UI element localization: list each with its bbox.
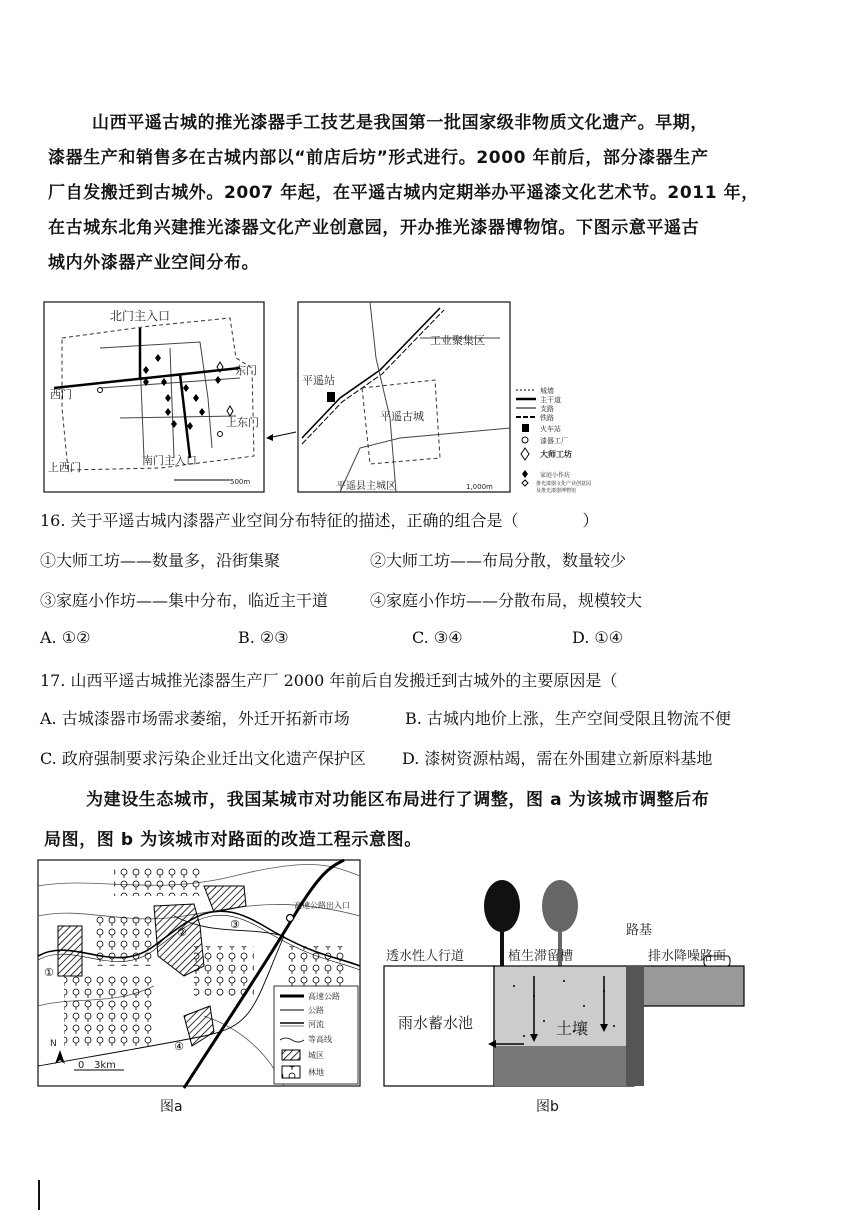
figure-a-caption: 图a bbox=[160, 1099, 183, 1115]
sidewalk-label: 透水性人行道 bbox=[386, 949, 465, 964]
soil-label: 土壤 bbox=[556, 1019, 589, 1038]
svg-text:城墙: 城墙 bbox=[540, 387, 554, 395]
scale-label: 500m bbox=[230, 478, 251, 486]
svg-text:及推光漆器博物馆: 及推光漆器博物馆 bbox=[536, 488, 577, 494]
trench-label: 植生滞留槽 bbox=[508, 949, 574, 964]
svg-text:支路: 支路 bbox=[540, 405, 554, 413]
intro2-line: 为建设生态城市，我国某城市对功能区布局进行了调整，图 a 为该城市调整后布 bbox=[86, 790, 710, 810]
q16-choice-c: C. ③④ bbox=[412, 628, 463, 647]
svg-text:河流: 河流 bbox=[308, 1020, 324, 1029]
north-label: N bbox=[50, 1039, 57, 1049]
svg-text:漆器工厂: 漆器工厂 bbox=[540, 437, 568, 445]
pingyao-map-figure bbox=[40, 298, 650, 498]
old-city-label: 平遥古城 bbox=[380, 410, 424, 423]
figure-b-diagram bbox=[374, 856, 750, 1092]
intro-line: 漆器生产和销售多在古城内部以“前店后坊”形式进行。2000 年前后，部分漆器生产 bbox=[48, 148, 709, 168]
north-gate-label: 北门主入口 bbox=[110, 309, 171, 323]
svg-text:城区: 城区 bbox=[308, 1051, 324, 1060]
q16-choice-a: A. ①② bbox=[40, 628, 91, 647]
zone-3-label: ③ bbox=[230, 918, 240, 931]
industrial-zone-label: 工业聚集区 bbox=[430, 334, 485, 347]
intro-line: 厂自发搬迁到古城外。2007 年起，在平遥古城内定期举办平遥漆文化艺术节。2011 年， bbox=[48, 183, 759, 203]
pool-label: 雨水蓄水池 bbox=[398, 1014, 474, 1032]
intro2-line: 局图，图 b 为该城市对路面的改造工程示意图。 bbox=[44, 830, 422, 850]
figure-a-map bbox=[34, 856, 364, 1092]
svg-text:公路: 公路 bbox=[308, 1006, 324, 1015]
q16-choice-b: B. ②③ bbox=[238, 628, 289, 647]
main-urban-label: 平遥县主城区 bbox=[336, 481, 396, 492]
q16-choice-d: D. ①④ bbox=[572, 628, 624, 647]
q17-choice-b: B. 古城内地价上涨，生产空间受限且物流不便 bbox=[405, 709, 731, 728]
forest-area bbox=[114, 866, 204, 896]
figure-a-legend bbox=[274, 986, 358, 1084]
svg-text:高速公路: 高速公路 bbox=[308, 992, 340, 1001]
svg-text:家庭小作坊: 家庭小作坊 bbox=[540, 472, 571, 479]
south-gate-label: 南门主入口 bbox=[142, 454, 197, 467]
intro2-paragraph bbox=[44, 780, 819, 860]
map-legend bbox=[516, 386, 591, 494]
svg-text:铁路: 铁路 bbox=[540, 414, 554, 422]
svg-text:等高线: 等高线 bbox=[308, 1035, 332, 1044]
svg-text:林地: 林地 bbox=[308, 1068, 324, 1077]
upper-west-gate-label: 上西门 bbox=[48, 461, 81, 474]
q17-choice-c: C. 政府强制要求污染企业迁出文化遗产保护区 bbox=[40, 749, 366, 768]
intro-line: 山西平遥古城的推光漆器手工技艺是我国第一批国家级非物质文化遗产。早期， bbox=[92, 113, 708, 133]
q16-option-4: ④家庭小作坊——分散布局，规模较大 bbox=[370, 591, 643, 610]
svg-text:推光漆器文化产业创意园: 推光漆器文化产业创意园 bbox=[536, 481, 592, 487]
highway-exit-label: 高速公路出入口 bbox=[294, 901, 350, 910]
svg-text:火车站: 火车站 bbox=[540, 425, 561, 433]
west-gate-label: 西门 bbox=[50, 388, 72, 401]
road-label: 排水降噪路面 bbox=[648, 949, 727, 964]
scale-label-2: 1,000m bbox=[466, 483, 493, 491]
zone-1-label: ① bbox=[44, 966, 54, 979]
q16-option-3: ③家庭小作坊——集中分布，临近主干道 bbox=[40, 591, 329, 610]
q16-stem: 16. 关于平遥古城内漆器产业空间分布特征的描述，正确的组合是（ ） bbox=[40, 511, 599, 530]
upper-east-gate-label: 上东门 bbox=[226, 416, 259, 429]
zone-4-label: ④ bbox=[174, 1040, 184, 1053]
svg-text:大师工坊: 大师工坊 bbox=[540, 450, 572, 459]
intro-line: 城内外漆器产业空间分布。 bbox=[48, 253, 260, 273]
q17-stem: 17. 山西平遥古城推光漆器生产厂 2000 年前后自发搬迁到古城外的主要原因是（ bbox=[40, 671, 618, 690]
q16-option-2: ②大师工坊——布局分散，数量较少 bbox=[370, 551, 627, 570]
intro-paragraph bbox=[48, 106, 823, 281]
scale-3km-label: 3km bbox=[94, 1060, 116, 1071]
station-label: 平遥站 bbox=[302, 374, 335, 387]
roadbed-label: 路基 bbox=[626, 923, 653, 938]
figure-b-caption: 图b bbox=[536, 1099, 559, 1115]
q17-choice-d: D. 漆树资源枯竭，需在外围建立新原料基地 bbox=[402, 749, 713, 768]
intro-line: 在古城东北角兴建推光漆器文化产业创意园，开办推光漆器博物馆。下图示意平遥古 bbox=[48, 218, 700, 238]
urban-area bbox=[58, 926, 82, 976]
margin-mark bbox=[38, 1180, 40, 1210]
q16-option-1: ①大师工坊——数量多，沿街集聚 bbox=[40, 551, 281, 570]
svg-text:主干道: 主干道 bbox=[540, 396, 561, 404]
east-gate-label: 东门 bbox=[235, 364, 257, 377]
svg-text:0: 0 bbox=[78, 1060, 85, 1071]
q17-choice-a: A. 古城漆器市场需求萎缩，外迁开拓新市场 bbox=[40, 709, 350, 728]
zone-2-label: ② bbox=[177, 926, 187, 939]
